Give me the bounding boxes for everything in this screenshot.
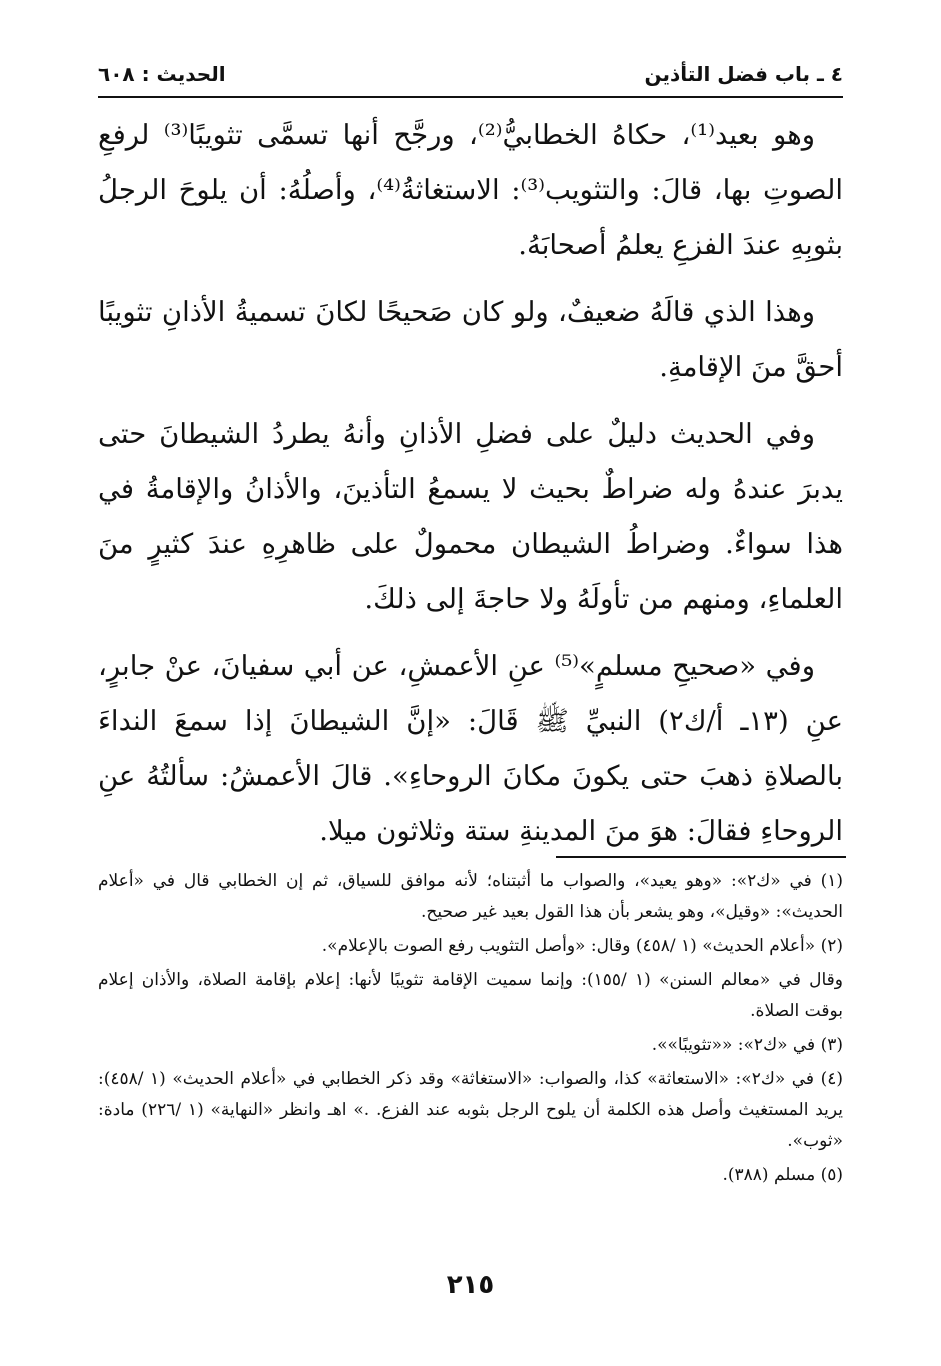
- paragraph-1: وهو بعيد⁽¹⁾، حكاهُ الخطابيُّ⁽²⁾، ورجَّح أنها تسمَّى تثويبًا⁽³⁾ لرفعِ الصوتِ بها، قالَ: والتثويب⁽³⁾: الاستغاثةُ⁽⁴⁾، وأصلُهُ: أن يلوحَ الرجلُ بثوبِهِ عندَ الفزعِ يعلمُ أصحابَهُ.: [98, 119, 843, 261]
- paragraph-3: وفي الحديث دليلٌ على فضلِ الأذانِ وأنهُ يطردُ الشيطانَ حتى يدبرَ عندهُ وله ضراطٌ بحيث لا يسمعُ التأذينَ، والأذانُ والإقامةُ في هذا سواءٌ. وضراطُ الشيطان محمولٌ على ظاهرِهِ عندَ كثيرٍ منَ العلماءِ، ومنهم من تأولَهُ ولا حاجةَ إلى ذلكَ.: [98, 418, 843, 615]
- footnote-2: (٢) «أعلام الحديث» (١ /٤٥٨) وقال: «وأصل التثويب رفع الصوت بالإعلام».: [321, 936, 843, 956]
- footnote-4: (٤) في «ك٢»: «الاستعاثة» كذا، والصواب: «الاستغاثة» وقد ذكر الخطابي في «أعلام الحديث» (١ /٤٥٨): يريد المستغيث وأصل هذه الكلمة أن يلوح الرجل بثوبه عند الفزع. .» اهـ وانظر «النهاية» (١ /٢٢٦) مادة: «ثوب».: [98, 1069, 844, 1151]
- page-number: ٢١٥: [446, 1270, 495, 1300]
- paragraph-4: وفي «صحيحِ مسلمٍ»⁽⁵⁾ عنِ الأعمشِ، عن أبي سفيانَ، عنْ جابرٍ، عنِ (١٣ـ أ/ك٢) النبيِّ ﷺ قَالَ: «إنَّ الشيطانَ إذا سمعَ النداءَ بالصلاةِ ذهبَ حتى يكونَ مكانَ الروحاءِ». قالَ الأعمشُ: سألتُهُ عنِ الروحاءِ فقالَ: هوَ منَ المدينةِ ستة وثلاثون ميلا.: [98, 650, 843, 847]
- footnote-2-continuation: وقال في «معالم السنن» (١ /١٥٥): وإنما سميت الإقامة تثويبًا لأنها: إعلام بإقامة الصلاة، والأذان إعلام بوقت الصلاة.: [98, 970, 843, 1021]
- footnote-3: (٣) في «ك٢»: ««تثويبًا»».: [651, 1035, 843, 1055]
- running-header: [98, 58, 843, 94]
- footnote-1: (١) في «ك٢»: «وهو يعيد»، والصواب ما أثبتناه؛ لأنه موافق للسياق، ثم إن الخطابي قال في «أعلام الحديث»: «وقيل»، وهو يشعر بأن هذا القول بعيد غير صحيح.: [98, 871, 843, 922]
- footnote-5: (٥) مسلم (٣٨٨).: [722, 1165, 843, 1185]
- header-divider: [98, 96, 843, 98]
- paragraph-2: وهذا الذي قالَهُ ضعيفٌ، ولو كان صَحيحًا لكانَ تسميةُ الأذانِ تثويبًا أحقَّ منَ الإقامةِ.: [98, 296, 843, 383]
- hadith-reference: الحديث : ٦٠٨: [98, 62, 226, 86]
- footnotes: [98, 866, 843, 1194]
- main-text: [98, 108, 843, 871]
- chapter-title: ٤ ـ باب فضل التأذين: [644, 62, 843, 86]
- footnote-divider: [556, 856, 846, 858]
